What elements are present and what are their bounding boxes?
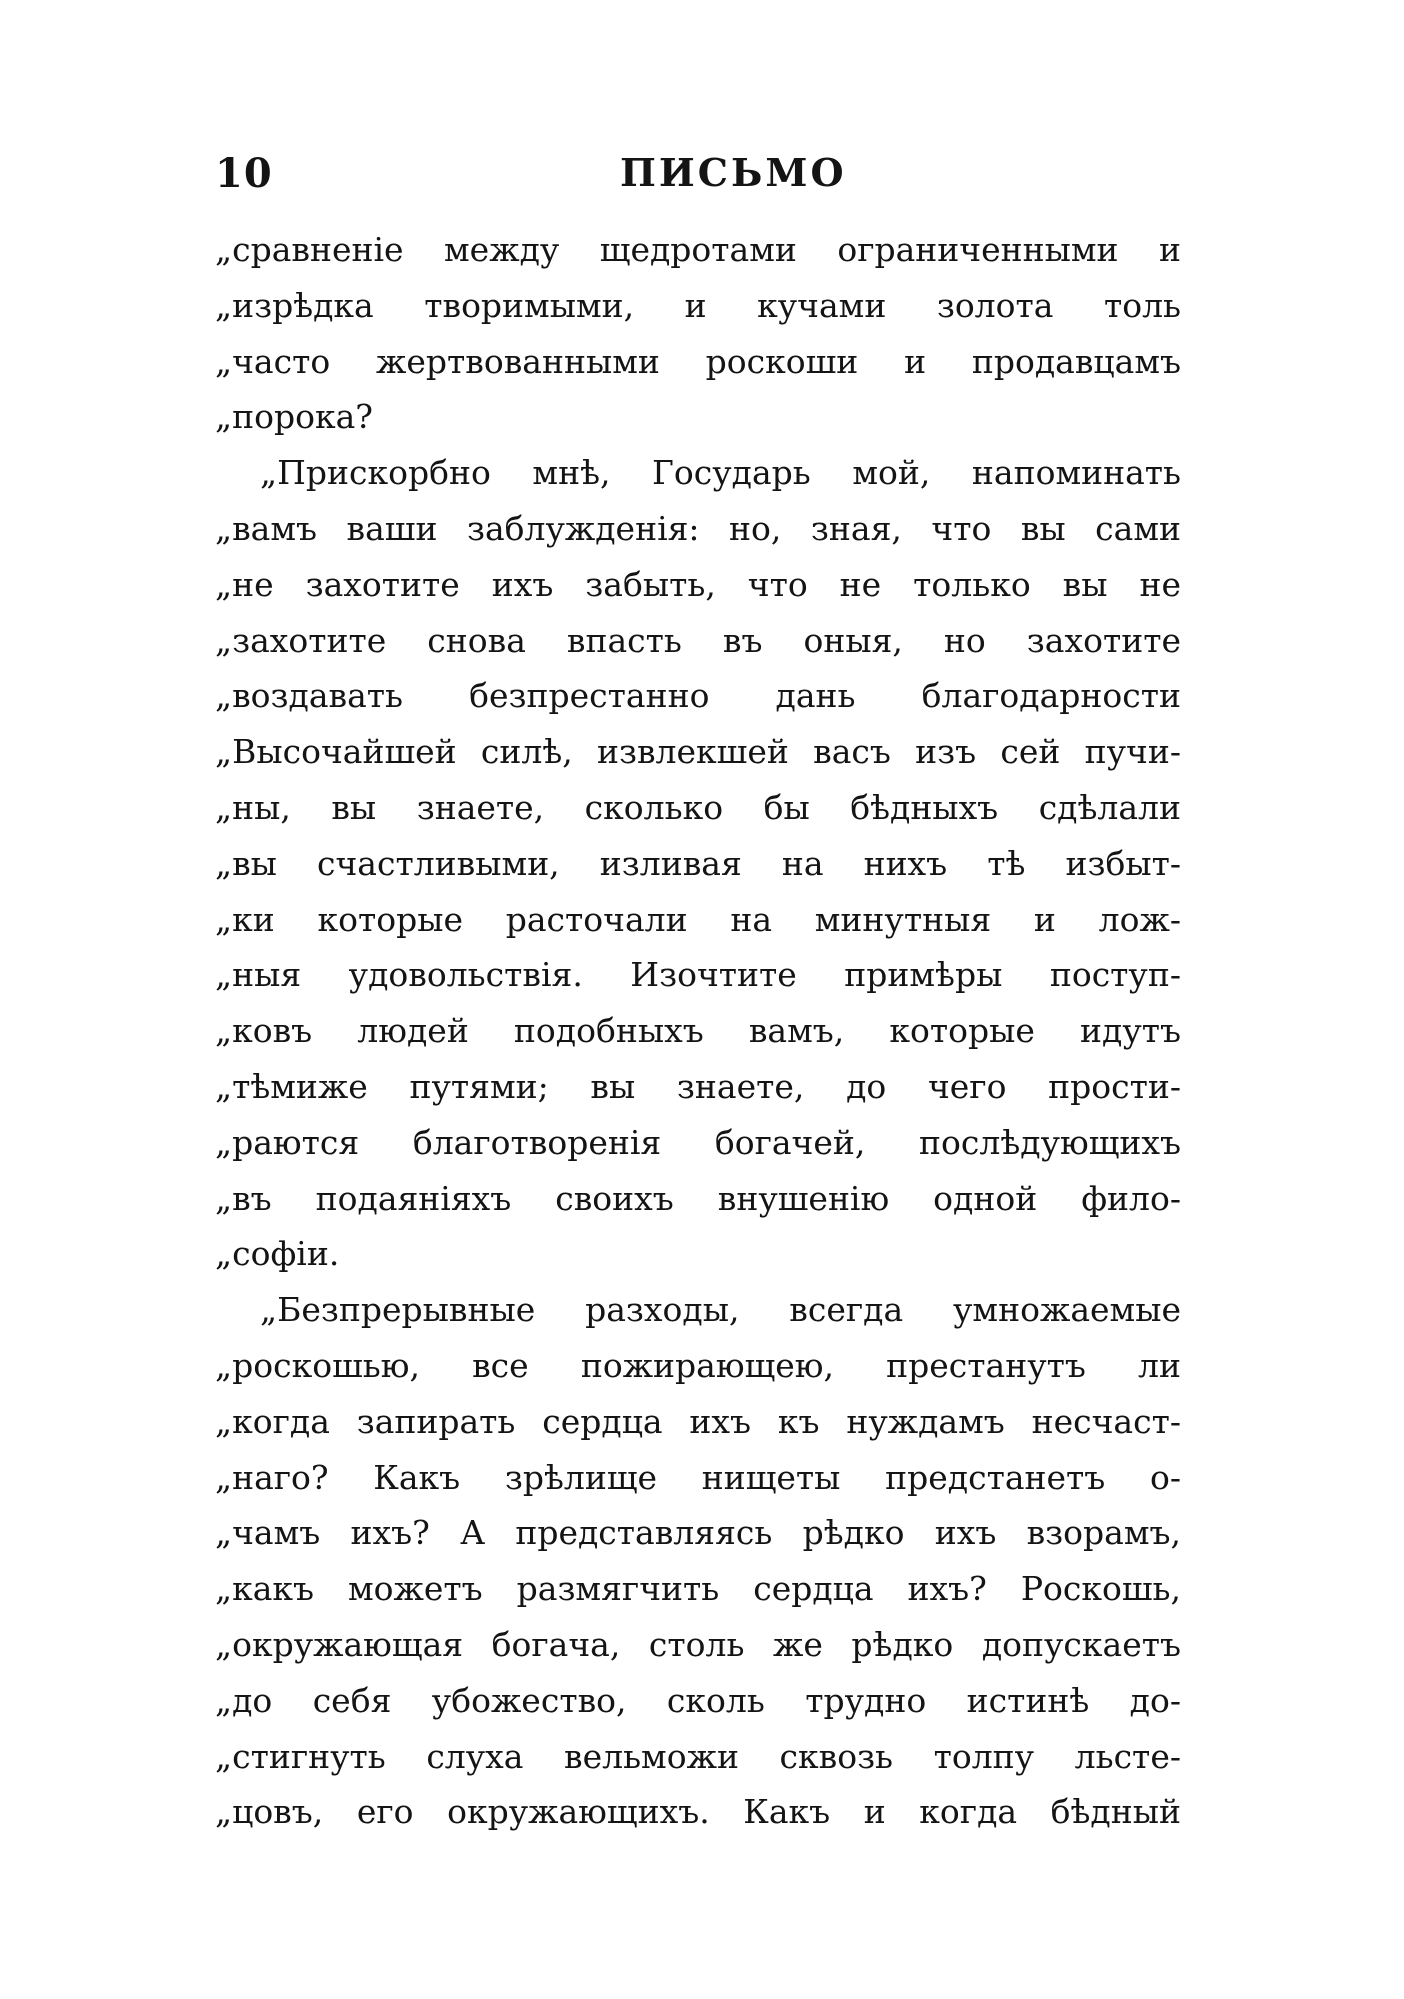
text-line: „стигнуть слуха вельможи сквозь толпу льсте- bbox=[215, 1736, 1181, 1776]
running-title: ПИСЬМО bbox=[620, 150, 847, 195]
text-line: „захотите снова впасть въ оныя, но захотите bbox=[215, 620, 1181, 660]
text-line: „до себя убожество, сколь трудно истинѣ до- bbox=[215, 1680, 1181, 1720]
text-line: „часто жертвованными роскоши и продавцамъ bbox=[215, 341, 1181, 381]
text-line: „вамъ ваши заблужденія: но, зная, что вы сами bbox=[215, 508, 1181, 548]
text-line: „окружающая богача, столь же рѣдко допускаетъ bbox=[215, 1624, 1181, 1664]
text-line: „раются благотворенія богачей, послѣдующихъ bbox=[215, 1122, 1181, 1162]
text-line: „воздавать безпрестанно дань благодарности bbox=[215, 676, 1181, 716]
text-line: „чамъ ихъ? А представляясь рѣдко ихъ взорамъ, bbox=[215, 1513, 1181, 1553]
text-line: „когда запирать сердца ихъ къ нуждамъ несчаст- bbox=[215, 1401, 1181, 1441]
text-line: „ныя удовольствія. Изочтите примѣры поступ- bbox=[215, 955, 1181, 995]
text-line: „наго? Какъ зрѣлище нищеты предстанетъ о- bbox=[215, 1457, 1181, 1497]
text-line: „ны, вы знаете, сколько бы бѣдныхъ сдѣлали bbox=[215, 787, 1181, 827]
page-number: 10 bbox=[215, 150, 273, 197]
body-text bbox=[215, 222, 1181, 1840]
text-line: „въ подаяніяхъ своихъ внушенію одной фило- bbox=[215, 1178, 1181, 1218]
text-line: „Высочайшей силѣ, извлекшей васъ изъ сей пучи- bbox=[215, 732, 1181, 772]
text-line: „не захотите ихъ забыть, что не только вы не bbox=[215, 564, 1181, 604]
text-line: „тѣмиже путями; вы знаете, до чего прости- bbox=[215, 1066, 1181, 1106]
text-line: „цовъ, его окружающихъ. Какъ и когда бѣдный bbox=[215, 1792, 1181, 1832]
text-line: „какъ можетъ размягчить сердца ихъ? Роскошь, bbox=[215, 1569, 1181, 1609]
paragraph-start-line: „Безпрерывные разходы, всегда умножаемые bbox=[260, 1290, 1181, 1330]
text-line: „сравненіе между щедротами ограниченными и bbox=[215, 230, 1181, 269]
text-line: „порока? bbox=[215, 397, 373, 437]
text-line: „ки которые расточали на минутныя и лож- bbox=[215, 899, 1181, 939]
running-head bbox=[215, 150, 1181, 210]
text-line: „изрѣдка творимыми, и кучами золота толь bbox=[215, 285, 1181, 325]
text-line: „роскошью, все пожирающею, престанутъ ли bbox=[215, 1345, 1181, 1385]
paragraph-start-line: „Прискорбно мнѣ, Государь мой, напоминать bbox=[260, 453, 1181, 493]
text-line: „вы счастливыми, изливая на нихъ тѣ избыт- bbox=[215, 843, 1181, 883]
text-line: „софіи. bbox=[215, 1234, 340, 1274]
text-line: „ковъ людей подобныхъ вамъ, которые идутъ bbox=[215, 1011, 1181, 1051]
